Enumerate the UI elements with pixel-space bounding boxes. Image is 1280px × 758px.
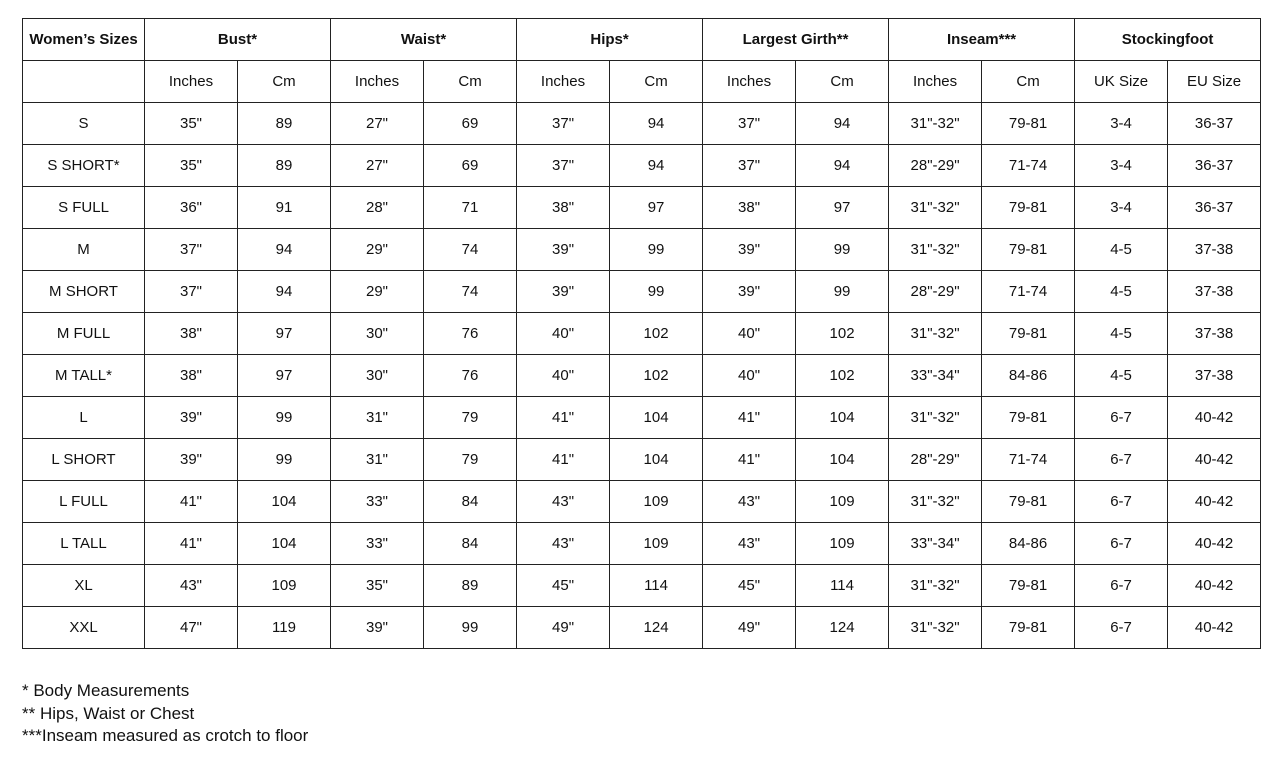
table-cell: 40" [517, 355, 610, 397]
table-cell: 69 [424, 103, 517, 145]
table-cell: 79-81 [982, 607, 1075, 649]
table-cell: 97 [238, 313, 331, 355]
table-cell: 36-37 [1168, 187, 1261, 229]
table-cell: 28" [331, 187, 424, 229]
table-cell: 33" [331, 481, 424, 523]
table-cell: 31" [331, 397, 424, 439]
table-cell: 40-42 [1168, 523, 1261, 565]
table-cell: 71-74 [982, 271, 1075, 313]
size-name-cell: L [23, 397, 145, 439]
table-cell: 3-4 [1075, 187, 1168, 229]
table-cell: 31"-32" [889, 229, 982, 271]
table-cell: 71 [424, 187, 517, 229]
size-name-cell: S SHORT* [23, 145, 145, 187]
table-cell: 33"-34" [889, 355, 982, 397]
unit-header: Cm [796, 61, 889, 103]
table-cell: 29" [331, 229, 424, 271]
table-cell: 39" [517, 229, 610, 271]
group-header-stockingfoot: Stockingfoot [1075, 19, 1261, 61]
table-cell: 94 [238, 271, 331, 313]
table-cell: 31"-32" [889, 313, 982, 355]
table-cell: 76 [424, 355, 517, 397]
table-cell: 79-81 [982, 565, 1075, 607]
table-cell: 43" [517, 523, 610, 565]
size-name-cell: S [23, 103, 145, 145]
table-cell: 49" [703, 607, 796, 649]
table-cell: 41" [145, 481, 238, 523]
unit-header: Cm [610, 61, 703, 103]
table-cell: 39" [145, 439, 238, 481]
table-cell: 89 [238, 103, 331, 145]
table-row [23, 355, 1261, 397]
table-cell: 119 [238, 607, 331, 649]
table-cell: 38" [145, 313, 238, 355]
table-cell: 79-81 [982, 313, 1075, 355]
group-header-hips: Hips* [517, 19, 703, 61]
table-cell: 28"-29" [889, 145, 982, 187]
size-chart-table [22, 18, 1261, 649]
table-cell: 37" [145, 229, 238, 271]
table-cell: 30" [331, 355, 424, 397]
table-cell: 31"-32" [889, 565, 982, 607]
table-cell: 40-42 [1168, 397, 1261, 439]
table-cell: 94 [238, 229, 331, 271]
table-cell: 6-7 [1075, 481, 1168, 523]
table-cell: 94 [610, 103, 703, 145]
table-cell: 40-42 [1168, 607, 1261, 649]
table-cell: 6-7 [1075, 607, 1168, 649]
table-cell: 84 [424, 481, 517, 523]
table-cell: 40-42 [1168, 439, 1261, 481]
table-row [23, 145, 1261, 187]
size-name-cell: XXL [23, 607, 145, 649]
table-cell: 84-86 [982, 523, 1075, 565]
table-cell: 35" [331, 565, 424, 607]
table-row [23, 481, 1261, 523]
table-cell: 99 [796, 271, 889, 313]
table-cell: 79 [424, 439, 517, 481]
group-header-inseam: Inseam*** [889, 19, 1075, 61]
table-cell: 71-74 [982, 145, 1075, 187]
table-cell: 41" [703, 439, 796, 481]
table-cell: 109 [610, 481, 703, 523]
table-cell: 4-5 [1075, 355, 1168, 397]
table-cell: 6-7 [1075, 523, 1168, 565]
table-cell: 28"-29" [889, 271, 982, 313]
table-cell: 31"-32" [889, 481, 982, 523]
table-cell: 79-81 [982, 481, 1075, 523]
table-cell: 39" [331, 607, 424, 649]
table-cell: 99 [796, 229, 889, 271]
table-row [23, 607, 1261, 649]
table-cell: 94 [796, 103, 889, 145]
table-cell: 89 [424, 565, 517, 607]
footnote-inseam: ***Inseam measured as crotch to floor [22, 726, 309, 745]
table-cell: 37-38 [1168, 229, 1261, 271]
table-row [23, 187, 1261, 229]
table-cell: 39" [703, 229, 796, 271]
table-cell: 38" [145, 355, 238, 397]
unit-header: Inches [889, 61, 982, 103]
table-cell: 40" [703, 313, 796, 355]
unit-header-empty [23, 61, 145, 103]
table-cell: 49" [517, 607, 610, 649]
table-cell: 37" [517, 145, 610, 187]
table-cell: 36-37 [1168, 103, 1261, 145]
table-cell: 102 [610, 313, 703, 355]
group-header-bust: Bust* [145, 19, 331, 61]
table-cell: 99 [610, 271, 703, 313]
table-cell: 41" [517, 397, 610, 439]
table-cell: 27" [331, 103, 424, 145]
table-cell: 38" [703, 187, 796, 229]
table-cell: 74 [424, 271, 517, 313]
size-name-cell: M [23, 229, 145, 271]
table-body [23, 103, 1261, 649]
unit-header: Cm [424, 61, 517, 103]
size-name-cell: M SHORT [23, 271, 145, 313]
table-cell: 39" [517, 271, 610, 313]
table-cell: 29" [331, 271, 424, 313]
unit-header-row [23, 61, 1261, 103]
group-header-row [23, 19, 1261, 61]
table-cell: 79-81 [982, 229, 1075, 271]
table-cell: 28"-29" [889, 439, 982, 481]
table-cell: 40-42 [1168, 565, 1261, 607]
table-cell: 94 [796, 145, 889, 187]
size-name-cell: S FULL [23, 187, 145, 229]
table-cell: 33" [331, 523, 424, 565]
table-row [23, 229, 1261, 271]
table-cell: 109 [238, 565, 331, 607]
table-cell: 40-42 [1168, 481, 1261, 523]
table-cell: 94 [610, 145, 703, 187]
table-cell: 104 [610, 397, 703, 439]
table-cell: 99 [238, 439, 331, 481]
table-cell: 74 [424, 229, 517, 271]
table-cell: 41" [703, 397, 796, 439]
unit-header: Inches [703, 61, 796, 103]
table-cell: 102 [610, 355, 703, 397]
table-cell: 6-7 [1075, 397, 1168, 439]
table-cell: 40" [517, 313, 610, 355]
footnotes [22, 680, 308, 748]
table-cell: 37-38 [1168, 355, 1261, 397]
size-name-cell: L TALL [23, 523, 145, 565]
group-header-waist: Waist* [331, 19, 517, 61]
unit-header: Cm [982, 61, 1075, 103]
table-cell: 41" [145, 523, 238, 565]
table-cell: 30" [331, 313, 424, 355]
size-name-cell: M TALL* [23, 355, 145, 397]
table-cell: 97 [796, 187, 889, 229]
table-cell: 109 [796, 481, 889, 523]
table-cell: 124 [796, 607, 889, 649]
table-cell: 43" [703, 523, 796, 565]
table-cell: 99 [424, 607, 517, 649]
table-cell: 79 [424, 397, 517, 439]
table-cell: 35" [145, 103, 238, 145]
table-cell: 37" [703, 145, 796, 187]
corner-title: Women’s Sizes [23, 19, 145, 61]
table-cell: 84-86 [982, 355, 1075, 397]
table-cell: 3-4 [1075, 145, 1168, 187]
table-cell: 114 [796, 565, 889, 607]
table-cell: 27" [331, 145, 424, 187]
footnote-body-measurements: * Body Measurements [22, 681, 190, 700]
table-cell: 4-5 [1075, 313, 1168, 355]
table-cell: 104 [238, 523, 331, 565]
table-row [23, 439, 1261, 481]
unit-header: Inches [331, 61, 424, 103]
table-cell: 76 [424, 313, 517, 355]
table-cell: 40" [703, 355, 796, 397]
table-cell: 104 [610, 439, 703, 481]
table-row [23, 565, 1261, 607]
table-cell: 102 [796, 355, 889, 397]
table-cell: 79-81 [982, 187, 1075, 229]
table-cell: 31"-32" [889, 397, 982, 439]
footnote-largest-girth: ** Hips, Waist or Chest [22, 703, 195, 723]
table-cell: 35" [145, 145, 238, 187]
size-name-cell: XL [23, 565, 145, 607]
table-cell: 104 [796, 439, 889, 481]
group-header-largest-girth: Largest Girth** [703, 19, 889, 61]
table-cell: 71-74 [982, 439, 1075, 481]
table-cell: 38" [517, 187, 610, 229]
table-cell: 4-5 [1075, 229, 1168, 271]
table-cell: 45" [703, 565, 796, 607]
table-cell: 3-4 [1075, 103, 1168, 145]
size-name-cell: L SHORT [23, 439, 145, 481]
table-cell: 97 [238, 355, 331, 397]
table-cell: 6-7 [1075, 439, 1168, 481]
unit-header: Inches [517, 61, 610, 103]
table-cell: 36" [145, 187, 238, 229]
table-cell: 39" [703, 271, 796, 313]
table-cell: 69 [424, 145, 517, 187]
table-cell: 79-81 [982, 397, 1075, 439]
table-cell: 43" [703, 481, 796, 523]
table-cell: 124 [610, 607, 703, 649]
table-row [23, 313, 1261, 355]
table-cell: 45" [517, 565, 610, 607]
unit-header: UK Size [1075, 61, 1168, 103]
table-cell: 36-37 [1168, 145, 1261, 187]
table-cell: 84 [424, 523, 517, 565]
unit-header: EU Size [1168, 61, 1261, 103]
unit-header: Cm [238, 61, 331, 103]
table-row [23, 271, 1261, 313]
table-cell: 43" [517, 481, 610, 523]
table-cell: 97 [610, 187, 703, 229]
table-cell: 31" [331, 439, 424, 481]
table-cell: 47" [145, 607, 238, 649]
table-cell: 79-81 [982, 103, 1075, 145]
unit-header: Inches [145, 61, 238, 103]
table-cell: 109 [610, 523, 703, 565]
table-cell: 37-38 [1168, 271, 1261, 313]
size-name-cell: M FULL [23, 313, 145, 355]
table-row [23, 523, 1261, 565]
table-cell: 104 [238, 481, 331, 523]
table-cell: 91 [238, 187, 331, 229]
table-cell: 37" [703, 103, 796, 145]
table-cell: 4-5 [1075, 271, 1168, 313]
table-cell: 104 [796, 397, 889, 439]
table-cell: 37" [145, 271, 238, 313]
table-cell: 6-7 [1075, 565, 1168, 607]
table-cell: 43" [145, 565, 238, 607]
table-row [23, 103, 1261, 145]
table-cell: 99 [610, 229, 703, 271]
table-cell: 31"-32" [889, 187, 982, 229]
table-cell: 89 [238, 145, 331, 187]
table-cell: 109 [796, 523, 889, 565]
table-cell: 39" [145, 397, 238, 439]
table-cell: 37" [517, 103, 610, 145]
table-cell: 31"-32" [889, 103, 982, 145]
table-row [23, 397, 1261, 439]
table-cell: 31"-32" [889, 607, 982, 649]
size-name-cell: L FULL [23, 481, 145, 523]
table-cell: 33"-34" [889, 523, 982, 565]
table-cell: 114 [610, 565, 703, 607]
table-cell: 37-38 [1168, 313, 1261, 355]
table-cell: 102 [796, 313, 889, 355]
table-cell: 99 [238, 397, 331, 439]
table-cell: 41" [517, 439, 610, 481]
